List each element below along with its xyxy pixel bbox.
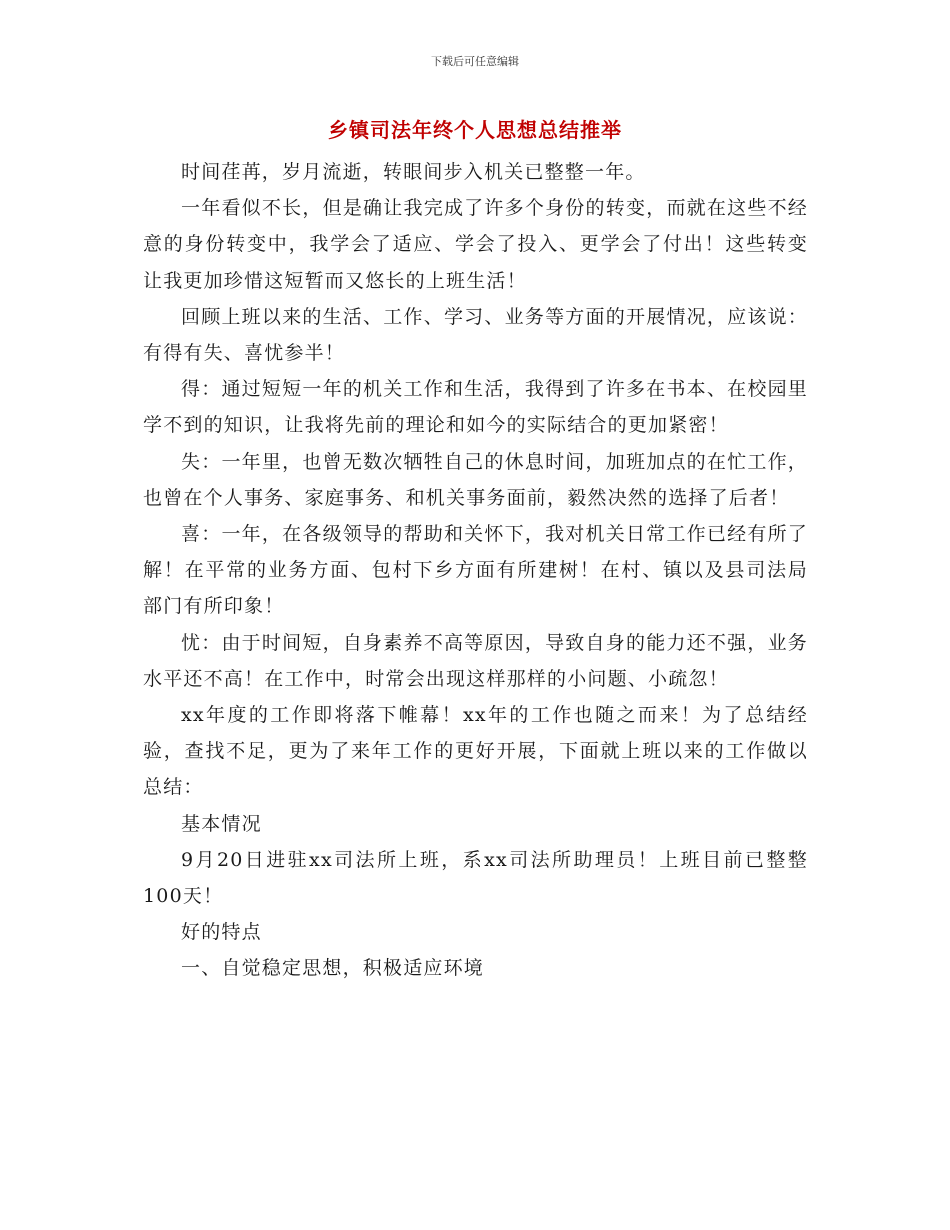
paragraph: 喜：一年，在各级领导的帮助和关怀下，我对机关日常工作已经有所了解！在平常的业务方面、包村下乡方面有所建树！在村、镇以及县司法局部门有所印象！ (143, 523, 808, 618)
paragraph: 时间荏苒，岁月流逝，转眼间步入机关已整整一年。 (181, 161, 646, 183)
paragraph: 回顾上班以来的生活、工作、学习、业务等方面的开展情况，应该说：有得有失、喜忧参半！ (143, 305, 808, 365)
paragraph: xx年度的工作即将落下帷幕！xx年的工作也随之而来！为了总结经验，查找不足，更为了来年工作的更好开展，下面就上班以来的工作做以总结： (143, 704, 808, 799)
section-heading: 基本情况 (181, 812, 262, 835)
page-header-note: 下载后可任意编辑 (431, 55, 519, 68)
paragraph: 一年看似不长，但是确让我完成了许多个身份的转变，而就在这些不经意的身份转变中，我学会了适应、学会了投入、更学会了付出！这些转变让我更加珍惜这短暂而又悠长的上班生活！ (143, 197, 808, 292)
paragraph: 得：通过短短一年的机关工作和生活，我得到了许多在书本、在校园里学不到的知识，让我将先前的理论和如今的实际结合的更加紧密！ (143, 378, 808, 437)
paragraph: 失：一年里，也曾无数次牺牲自己的休息时间，加班加点的在忙工作，也曾在个人事务、家庭事务、和机关事务面前，毅然决然的选择了后者！ (143, 450, 808, 509)
paragraph: 9月20日进驻xx司法所上班，系xx司法所助理员！上班目前已整整100天！ (143, 848, 808, 908)
section-heading: 好的特点 (181, 921, 262, 944)
paragraph: 忧：由于时间短，自身素养不高等原因，导致自身的能力还不强，业务水平还不高！在工作中，时常会出现这样那样的小问题、小疏忽！ (143, 631, 808, 690)
section-heading: 一、自觉稳定思想，积极适应环境 (181, 957, 485, 980)
document-title: 乡镇司法年终个人思想总结推举 (328, 118, 622, 142)
document-body (143, 154, 808, 987)
